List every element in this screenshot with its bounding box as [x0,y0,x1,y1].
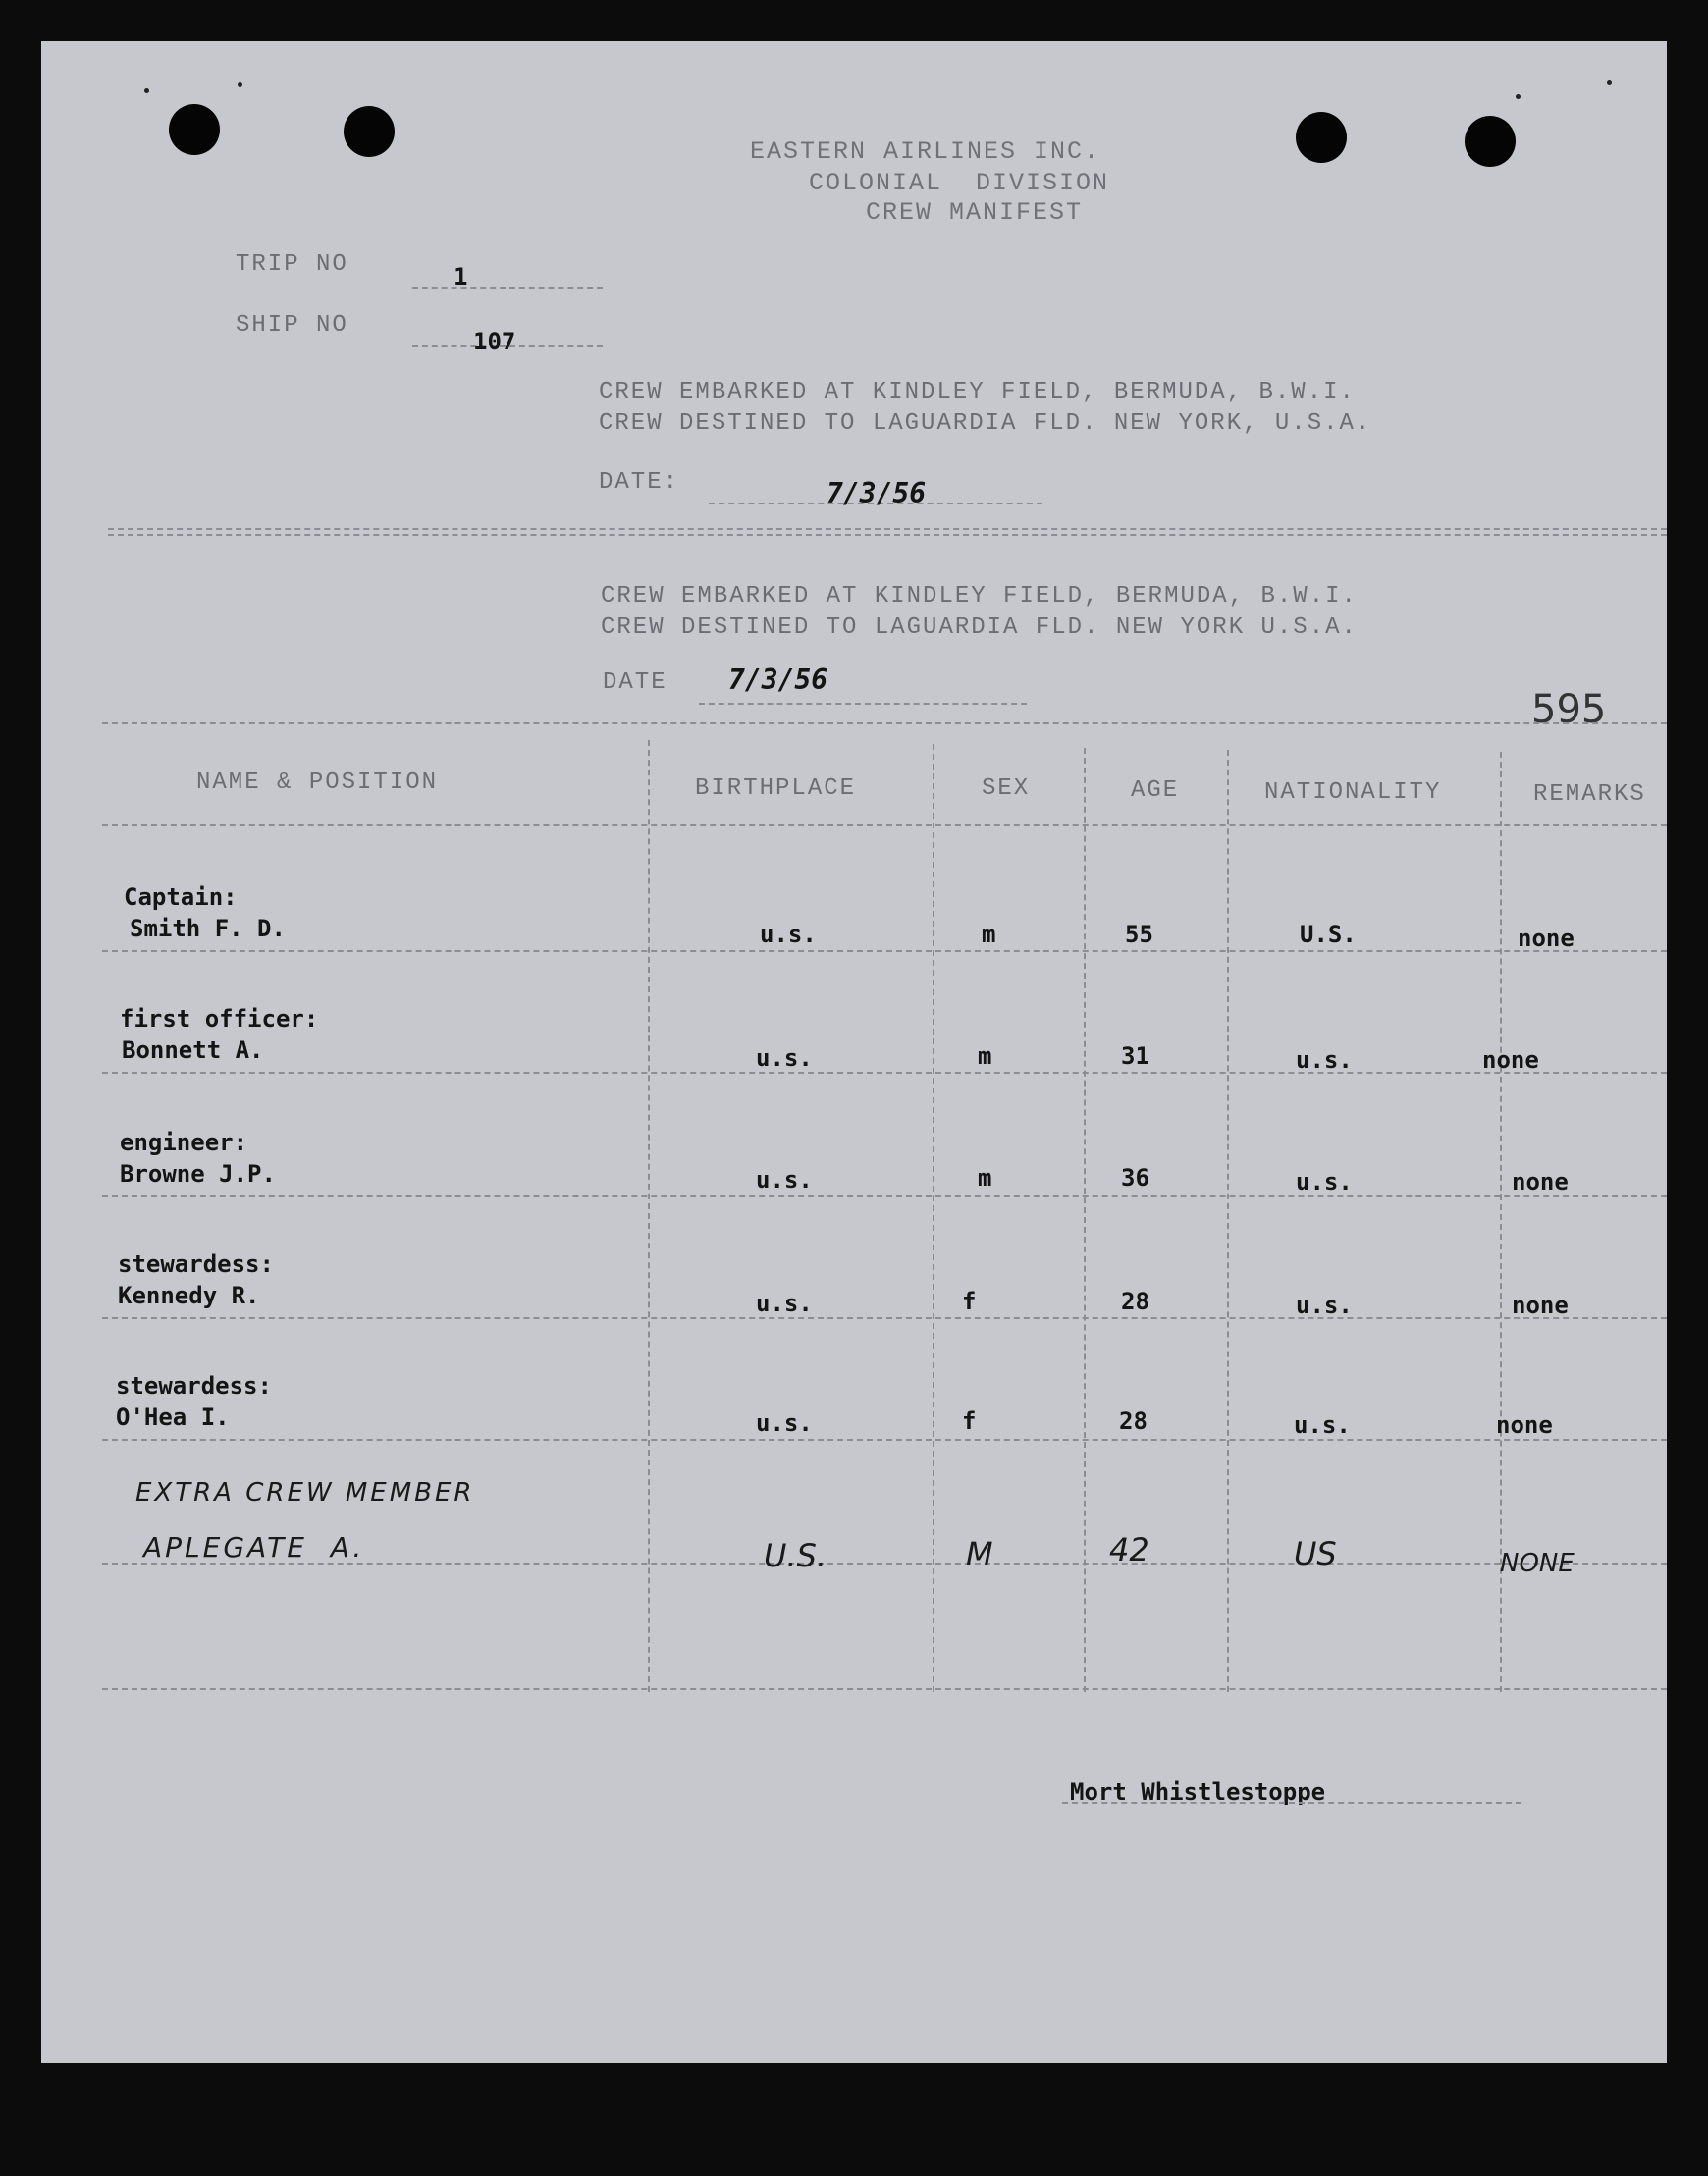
row-rule [102,1195,1667,1197]
row5-nationality: u.s. [1294,1411,1351,1439]
row6-age: 42 [1109,1531,1149,1568]
section-divider-2 [108,534,1667,536]
row1-name: Smith F. D. [130,915,286,942]
row-rule [102,1072,1667,1074]
column-rule [1084,748,1086,1692]
speck [1516,94,1521,99]
signature-underline [1062,1802,1521,1804]
row1-birthplace: u.s. [760,921,817,948]
row4-name: Kennedy R. [118,1282,260,1309]
row3-position: engineer: [120,1129,248,1156]
table-header-rule [102,824,1667,826]
row5-position: stewardess: [116,1372,272,1400]
speck [144,88,149,93]
row1-age: 55 [1125,921,1153,948]
section1-embarked: CREW EMBARKED AT KINDLEY FIELD, BERMUDA, B.W.I. [599,379,1356,405]
row5-sex: f [962,1407,977,1435]
row6-remarks: NONE [1500,1549,1575,1578]
row1-sex: m [982,921,996,948]
row6-position: EXTRA CREW MEMBER [135,1478,475,1508]
row1-remarks: none [1518,925,1575,952]
row-rule [102,1439,1667,1441]
row2-nationality: u.s. [1296,1046,1353,1074]
trip-underline [412,287,603,289]
ship-value: 107 [473,328,516,355]
section1-date-value: 7/3/56 [827,477,927,509]
row4-birthplace: u.s. [756,1290,813,1317]
page-number: 595 [1531,687,1607,732]
row5-name: O'Hea I. [116,1404,230,1431]
section2-date-label: DATE [603,669,667,696]
row2-age: 31 [1121,1042,1149,1070]
row4-remarks: none [1512,1292,1569,1319]
punch-hole-3 [1296,112,1347,163]
section2-embarked: CREW EMBARKED AT KINDLEY FIELD, BERMUDA, B.W.I. [601,583,1358,610]
section-divider [108,528,1667,530]
speck [1607,80,1612,85]
ship-label: SHIP NO [236,312,348,339]
speck [238,82,242,87]
row3-name: Browne J.P. [120,1160,276,1188]
row1-nationality: U.S. [1300,921,1357,948]
row4-nationality: u.s. [1296,1292,1353,1319]
section2-destined: CREW DESTINED TO LAGUARDIA FLD. NEW YORK U.S.A. [601,614,1358,641]
row2-remarks: none [1482,1046,1539,1074]
table-bottom-rule [102,1688,1667,1690]
section1-date-label: DATE: [599,469,680,496]
column-header-nationality: NATIONALITY [1264,779,1442,806]
column-rule [1227,750,1229,1692]
row2-birthplace: u.s. [756,1044,813,1072]
section2-date-value: 7/3/56 [728,663,828,696]
row2-name: Bonnett A. [122,1036,264,1064]
punch-hole-1 [169,104,220,155]
row1-position: Captain: [124,883,238,911]
column-header-age: AGE [1131,777,1180,804]
column-header-birthplace: BIRTHPLACE [695,775,857,802]
section1-destined: CREW DESTINED TO LAGUARDIA FLD. NEW YORK, U.S.A. [599,410,1372,437]
header-division: COLONIAL DIVISION [809,169,1110,197]
row3-birthplace: u.s. [756,1166,813,1194]
row6-birthplace: U.S. [764,1537,827,1574]
row-rule [102,950,1667,952]
column-rule [648,740,650,1692]
column-rule [933,744,934,1692]
row4-sex: f [962,1288,977,1315]
column-header-remarks: REMARKS [1533,781,1646,808]
row3-remarks: none [1512,1168,1569,1195]
header-title: CREW MANIFEST [866,198,1084,227]
section2-date-underline [699,703,1027,705]
header-company: EASTERN AIRLINES INC. [750,137,1101,166]
row3-sex: m [978,1164,992,1192]
row6-name: APLEGATE A. [143,1531,365,1564]
row3-nationality: u.s. [1296,1168,1353,1195]
column-header-sex: SEX [982,775,1031,802]
row2-sex: m [978,1042,992,1070]
trip-value: 1 [454,263,468,291]
column-header-name: NAME & POSITION [196,770,439,796]
signature-name: Mort Whistlestoppe [1070,1778,1326,1806]
row5-age: 28 [1119,1407,1148,1435]
row2-position: first officer: [120,1005,319,1033]
punch-hole-2 [344,106,395,157]
row3-age: 36 [1121,1164,1149,1192]
row6-sex: M [966,1535,993,1572]
row4-age: 28 [1121,1288,1149,1315]
row5-remarks: none [1496,1411,1553,1439]
trip-label: TRIP NO [236,251,348,278]
row6-nationality: US [1294,1535,1337,1572]
row5-birthplace: u.s. [756,1409,813,1437]
table-top-rule [102,722,1667,724]
manifest-page [41,41,1667,2063]
punch-hole-4 [1465,116,1516,167]
row4-position: stewardess: [118,1250,274,1278]
row-rule [102,1317,1667,1319]
